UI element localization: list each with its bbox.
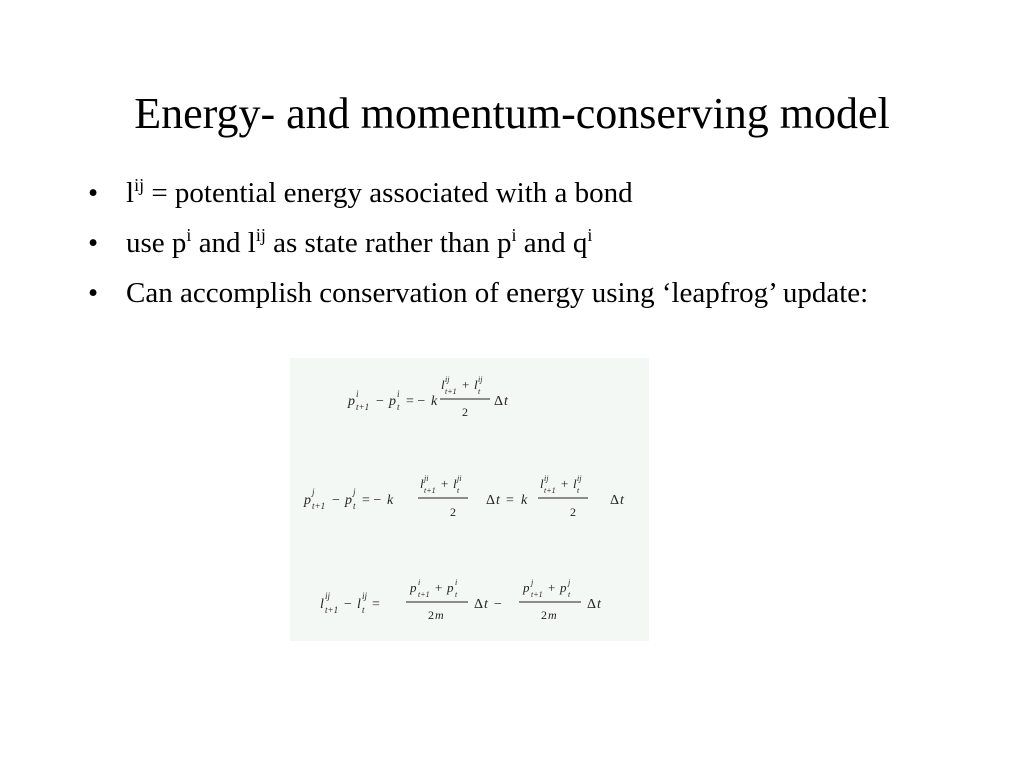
bullet-dot-icon: • bbox=[88, 177, 99, 209]
equation-image bbox=[290, 358, 649, 641]
svg-text:p: p bbox=[523, 580, 530, 595]
svg-text:t: t bbox=[568, 590, 571, 599]
equation-2 bbox=[303, 474, 625, 519]
svg-text:Δ: Δ bbox=[587, 597, 597, 612]
svg-text:l: l bbox=[540, 476, 544, 491]
svg-text:+: + bbox=[441, 476, 449, 491]
svg-text:k: k bbox=[387, 493, 394, 508]
svg-text:Δ: Δ bbox=[474, 597, 484, 612]
equation-1 bbox=[347, 375, 509, 419]
svg-text:l: l bbox=[441, 377, 445, 392]
svg-text:l: l bbox=[573, 476, 577, 491]
svg-text:j: j bbox=[531, 578, 534, 587]
svg-text:t+1: t+1 bbox=[531, 590, 543, 599]
svg-text:t+1: t+1 bbox=[445, 387, 457, 396]
svg-text:t: t bbox=[397, 402, 400, 412]
svg-text:p: p bbox=[389, 394, 396, 409]
svg-text:t: t bbox=[620, 493, 624, 508]
svg-text:k: k bbox=[431, 394, 438, 409]
svg-text:ij: ij bbox=[544, 474, 549, 483]
svg-text:i: i bbox=[418, 578, 421, 587]
svg-text:2: 2 bbox=[450, 505, 456, 519]
bullet-text: use $p^i$ and $l^{ij}$ as state rather than $p^i$ and $q^i$ bbox=[126, 225, 593, 259]
svg-text:i: i bbox=[397, 389, 400, 399]
svg-text:=: = bbox=[506, 493, 514, 508]
svg-text:ij: ij bbox=[325, 591, 331, 601]
svg-text:j: j bbox=[353, 487, 356, 497]
svg-text:t: t bbox=[484, 597, 488, 612]
svg-text:t: t bbox=[496, 493, 500, 508]
bullet-item bbox=[88, 176, 928, 211]
svg-text:p: p bbox=[345, 493, 352, 508]
svg-text:Δ: Δ bbox=[610, 493, 620, 508]
svg-text:+: + bbox=[548, 580, 556, 595]
svg-text:ij: ij bbox=[362, 591, 368, 601]
svg-text:t: t bbox=[457, 486, 460, 495]
svg-text:t+1: t+1 bbox=[325, 605, 339, 615]
svg-text:ij: ij bbox=[577, 474, 582, 483]
svg-text:ji: ji bbox=[424, 474, 429, 483]
bullet-item bbox=[88, 226, 928, 261]
bullet-dot-icon: • bbox=[88, 227, 99, 259]
svg-text:= −: = − bbox=[362, 493, 382, 508]
svg-text:−: − bbox=[376, 394, 384, 409]
svg-text:j: j bbox=[312, 487, 315, 497]
svg-text:+: + bbox=[435, 580, 443, 595]
bullet-item bbox=[88, 276, 928, 311]
svg-text:t: t bbox=[577, 486, 580, 495]
equation-3 bbox=[320, 578, 602, 622]
svg-text:p: p bbox=[304, 493, 311, 508]
svg-text:−: − bbox=[494, 597, 502, 612]
svg-text:k: k bbox=[521, 493, 528, 508]
svg-text:ij: ij bbox=[445, 375, 450, 384]
svg-text:t+1: t+1 bbox=[544, 486, 556, 495]
svg-text:p: p bbox=[348, 394, 355, 409]
svg-text:j: j bbox=[568, 578, 571, 587]
svg-text:Δ: Δ bbox=[486, 493, 496, 508]
svg-text:t: t bbox=[362, 605, 365, 615]
svg-text:i: i bbox=[455, 578, 458, 587]
svg-text:t+1: t+1 bbox=[418, 590, 430, 599]
svg-text:ij: ij bbox=[478, 375, 483, 384]
svg-text:2: 2 bbox=[462, 405, 468, 419]
svg-text:m: m bbox=[435, 608, 444, 622]
svg-text:t+1: t+1 bbox=[356, 402, 370, 412]
svg-text:= −: = − bbox=[406, 394, 426, 409]
svg-text:p: p bbox=[560, 580, 567, 595]
svg-text:Δ: Δ bbox=[494, 394, 504, 409]
svg-text:−: − bbox=[344, 597, 352, 612]
svg-text:p: p bbox=[447, 580, 454, 595]
svg-text:l: l bbox=[420, 476, 424, 491]
svg-text:−: − bbox=[332, 493, 340, 508]
svg-text:2: 2 bbox=[428, 608, 434, 622]
svg-text:2: 2 bbox=[570, 505, 576, 519]
svg-text:+: + bbox=[462, 377, 470, 392]
svg-text:l: l bbox=[453, 476, 457, 491]
svg-text:i: i bbox=[356, 389, 359, 399]
svg-text:=: = bbox=[372, 597, 380, 612]
svg-text:t+1: t+1 bbox=[424, 486, 436, 495]
svg-text:l: l bbox=[357, 597, 361, 612]
svg-text:t: t bbox=[504, 394, 508, 409]
svg-text:t: t bbox=[455, 590, 458, 599]
bullet-dot-icon: • bbox=[88, 277, 99, 309]
svg-text:t: t bbox=[597, 597, 601, 612]
svg-text:+: + bbox=[561, 476, 569, 491]
svg-text:2: 2 bbox=[541, 608, 547, 622]
svg-text:m: m bbox=[548, 608, 557, 622]
bullet-text: Can accomplish conservation of energy using ‘leapfrog’ update: bbox=[126, 277, 869, 309]
slide-title: Energy- and momentum-conserving model bbox=[134, 89, 890, 138]
svg-text:l: l bbox=[474, 377, 478, 392]
svg-text:ji: ji bbox=[457, 474, 462, 483]
svg-text:l: l bbox=[320, 597, 324, 612]
bullet-list bbox=[88, 176, 928, 326]
svg-text:p: p bbox=[410, 580, 417, 595]
bullet-text: $l^{ij}$ = potential energy associated with a bond bbox=[126, 175, 633, 209]
svg-text:t: t bbox=[478, 387, 481, 396]
svg-text:t: t bbox=[353, 501, 356, 511]
svg-text:t+1: t+1 bbox=[312, 501, 326, 511]
